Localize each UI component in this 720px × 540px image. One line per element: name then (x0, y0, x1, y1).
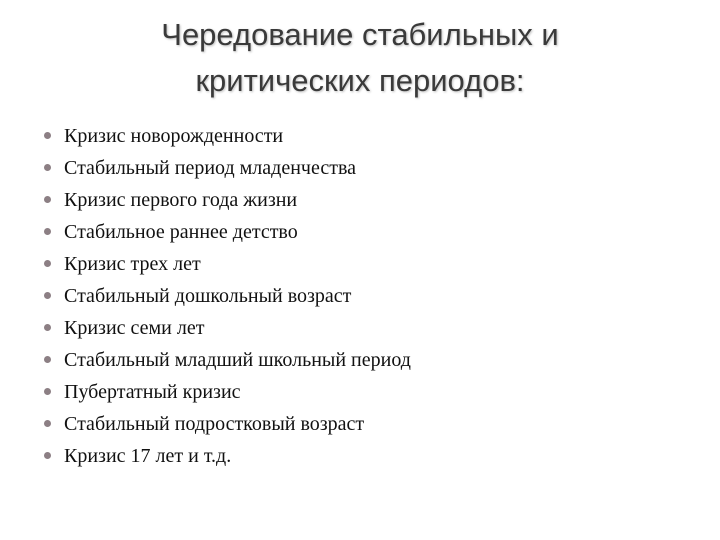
bullet-icon (44, 420, 51, 427)
list-item (36, 184, 411, 216)
bullet-icon (44, 452, 51, 459)
list-item-text: Стабильный период младенчества (64, 157, 357, 179)
bullet-icon (44, 292, 51, 299)
title-line-1: Чередование стабильных и (161, 17, 559, 52)
list-item-text: Кризис 17 лет и т.д. (64, 445, 232, 467)
bullet-icon (44, 164, 51, 171)
list-item (36, 280, 411, 312)
list-item-text: Кризис новорожденности (64, 125, 284, 147)
list-item-text: Кризис первого года жизни (64, 189, 298, 211)
bullet-icon (44, 356, 51, 363)
list-item (36, 408, 411, 440)
bullet-icon (44, 196, 51, 203)
bullet-icon (44, 260, 51, 267)
title-line-2: критических периодов: (195, 63, 525, 98)
list-item (36, 120, 411, 152)
slide-title (60, 12, 660, 104)
list-item (36, 312, 411, 344)
list-item-text: Кризис семи лет (64, 317, 205, 339)
list-item-text: Стабильный младший школьный период (64, 349, 411, 371)
bullet-icon (44, 132, 51, 139)
bullet-icon (44, 228, 51, 235)
bullet-icon (44, 388, 51, 395)
list-item-text: Стабильный дошкольный возраст (64, 285, 352, 307)
bullet-icon (44, 324, 51, 331)
list-item-text: Стабильный подростковый возраст (64, 413, 365, 435)
periods-list (36, 120, 411, 472)
list-item (36, 216, 411, 248)
list-item-text: Стабильное раннее детство (64, 221, 298, 243)
list-item (36, 376, 411, 408)
list-item-text: Кризис трех лет (64, 253, 201, 275)
list-item (36, 152, 411, 184)
list-item-text: Пубертатный кризис (64, 381, 241, 403)
list-item (36, 440, 411, 472)
list-item (36, 248, 411, 280)
list-item (36, 344, 411, 376)
